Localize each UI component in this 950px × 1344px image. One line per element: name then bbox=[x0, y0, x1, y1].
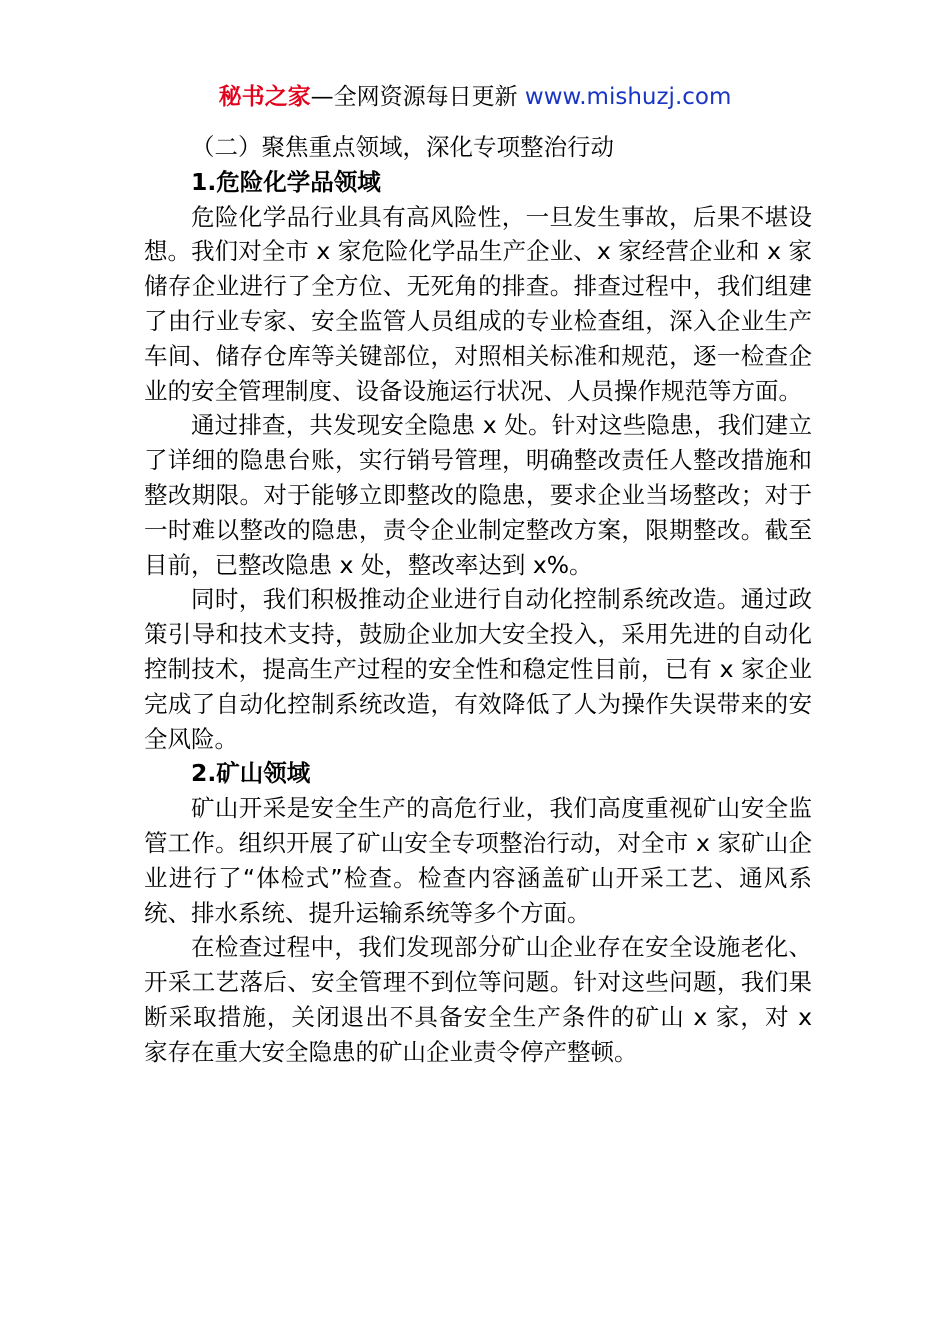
site-header bbox=[0, 82, 950, 112]
site-brand: 秘书之家 bbox=[218, 84, 311, 110]
site-tagline: —全网资源每日更新 bbox=[310, 84, 525, 110]
subsection-title-mining: 2.矿山领域 bbox=[191, 759, 311, 788]
section-title: （二）聚焦重点领域，深化专项整治行动 bbox=[191, 133, 614, 161]
subsection-title-hazardous-chemicals: 1.危险化学品领域 bbox=[191, 167, 381, 196]
site-url[interactable]: www.mishuzj.com bbox=[524, 84, 732, 110]
paragraph: 同时，我们积极推动企业进行自动化控制系统改造。通过政策引导和技术支持，鼓励企业加大安全投入，采用先进的自动化控制技术，提高生产过程的安全性和稳定性目前，已有 x 家企业完成了自动化控制系统改造，有效降低了人为操作失误带来的安全风险。 bbox=[144, 585, 812, 753]
paragraph: 危险化学品行业具有高风险性，一旦发生事故，后果不堪设想。我们对全市 x 家危险化学品生产企业、x 家经营企业和 x 家储存企业进行了全方位、无死角的排查。排查过程中，我们组建了由行业专家、安全监管人员组成的专业检查组，深入企业生产车间、储存仓库等关键部位，对照相关标准和规范，逐一检查企业的安全管理制度、设备设施运行状况、人员操作规范等方面。 bbox=[144, 202, 812, 405]
paragraph: 在检查过程中，我们发现部分矿山企业存在安全设施老化、开采工艺落后、安全管理不到位等问题。针对这些问题，我们果断采取措施，关闭退出不具备安全生产条件的矿山 x 家，对 x 家存在重大安全隐患的矿山企业责令停产整顿。 bbox=[144, 933, 812, 1066]
paragraph: 矿山开采是安全生产的高危行业，我们高度重视矿山安全监管工作。组织开展了矿山安全专项整治行动，对全市 x 家矿山企业进行了“体检式”检查。检查内容涵盖矿山开采工艺、通风系统、排水系统、提升运输系统等多个方面。 bbox=[144, 794, 812, 927]
document-body bbox=[144, 130, 812, 1070]
paragraph: 通过排查，共发现安全隐患 x 处。针对这些隐患，我们建立了详细的隐患台账，实行销号管理，明确整改责任人整改措施和整改期限。对于能够立即整改的隐患，要求企业当场整改；对于一时难以整改的隐患，责令企业制定整改方案，限期整改。截至目前，已整改隐患 x 处，整改率达到 x%。 bbox=[144, 411, 812, 579]
